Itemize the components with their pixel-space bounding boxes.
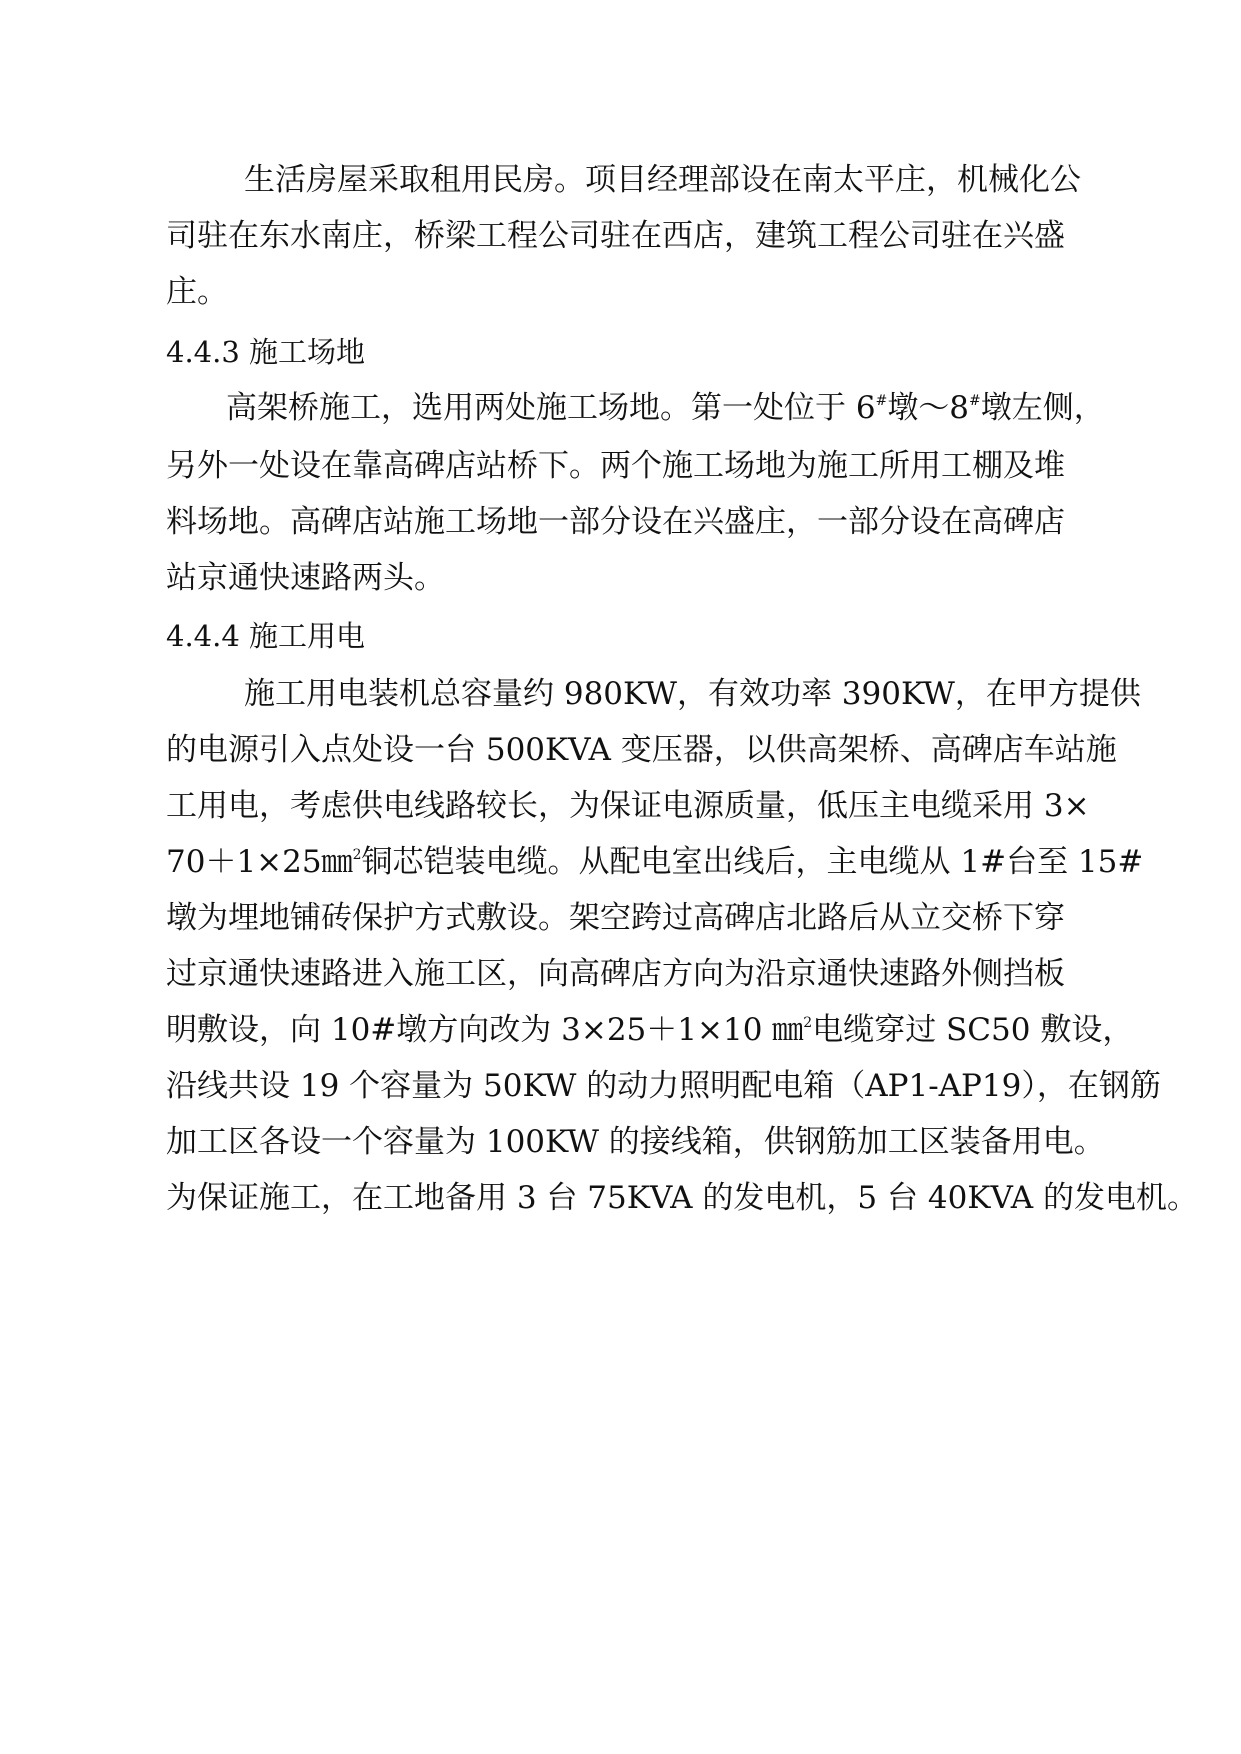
paragraph-2-line-1-text-a: 高架桥施工，选用两处施工场地。第一处位于 6 bbox=[226, 390, 876, 426]
paragraph-2-line-2: 另外一处设在靠高碑店站桥下。两个施工场地为施工所用工棚及堆 bbox=[166, 448, 1065, 484]
paragraph-2-line-3: 料场地。高碑店站施工场地一部分设在兴盛庄，一部分设在高碑店 bbox=[166, 504, 1065, 540]
paragraph-1-line-1: 生活房屋采取租用民房。项目经理部设在南太平庄，机械化公 bbox=[244, 162, 1081, 198]
square-mark: 2 bbox=[352, 846, 362, 863]
paragraph-1-line-3: 庄。 bbox=[166, 274, 228, 310]
paragraph-3-line-4 bbox=[166, 842, 1143, 882]
paragraph-3-line-7-text-a: 明敷设，向 10#墩方向改为 3×25＋1×10 ㎜ bbox=[166, 1012, 804, 1048]
paragraph-2-line-1 bbox=[226, 388, 1105, 428]
paragraph-3-line-2: 的电源引入点处设一台 500KVA 变压器，以供高架桥、高碑店车站施 bbox=[166, 732, 1117, 768]
pier-number-mark: # bbox=[875, 392, 888, 409]
paragraph-3-line-4-text-b: 铜芯铠装电缆。从配电室出线后，主电缆从 1#台至 15# bbox=[361, 844, 1144, 880]
paragraph-3-line-7 bbox=[166, 1010, 1133, 1050]
section-heading-4-4-3: 4.4.3 施工场地 bbox=[166, 335, 366, 369]
paragraph-3-line-9: 加工区各设一个容量为 100KW 的接线箱，供钢筋加工区装备用电。 bbox=[166, 1124, 1105, 1160]
paragraph-3-line-8: 沿线共设 19 个容量为 50KW 的动力照明配电箱（AP1-AP19），在钢筋 bbox=[166, 1068, 1161, 1104]
paragraph-1-line-2: 司驻在东水南庄，桥梁工程公司驻在西店，建筑工程公司驻在兴盛 bbox=[166, 218, 1065, 254]
paragraph-3-line-6: 过京通快速路进入施工区，向高碑店方向为沿京通快速路外侧挡板 bbox=[166, 956, 1065, 992]
section-heading-4-4-4: 4.4.4 施工用电 bbox=[166, 619, 366, 653]
paragraph-2-line-4: 站京通快速路两头。 bbox=[166, 560, 445, 596]
pier-number-mark: # bbox=[969, 392, 981, 409]
paragraph-3-line-4-text-a: 70＋1×25㎜ bbox=[166, 844, 353, 880]
paragraph-2-line-1-text-c: 墩左侧， bbox=[980, 390, 1105, 426]
paragraph-3-line-5: 墩为埋地铺砖保护方式敷设。架空跨过高碑店北路后从立交桥下穿 bbox=[166, 900, 1065, 936]
paragraph-3-line-7-text-b: 电缆穿过 SC50 敷设， bbox=[812, 1012, 1134, 1048]
paragraph-3-line-10: 为保证施工，在工地备用 3 台 75KVA 的发电机，5 台 40KVA 的发电机。 bbox=[166, 1180, 1198, 1216]
paragraph-3-line-1: 施工用电装机总容量约 980KW，有效功率 390KW，在甲方提供 bbox=[244, 676, 1141, 712]
paragraph-2-line-1-text-b: 墩～8 bbox=[887, 390, 970, 426]
square-mark: 2 bbox=[803, 1014, 813, 1031]
paragraph-3-line-3: 工用电，考虑供电线路较长，为保证电源质量，低压主电缆采用 3× bbox=[166, 788, 1090, 824]
